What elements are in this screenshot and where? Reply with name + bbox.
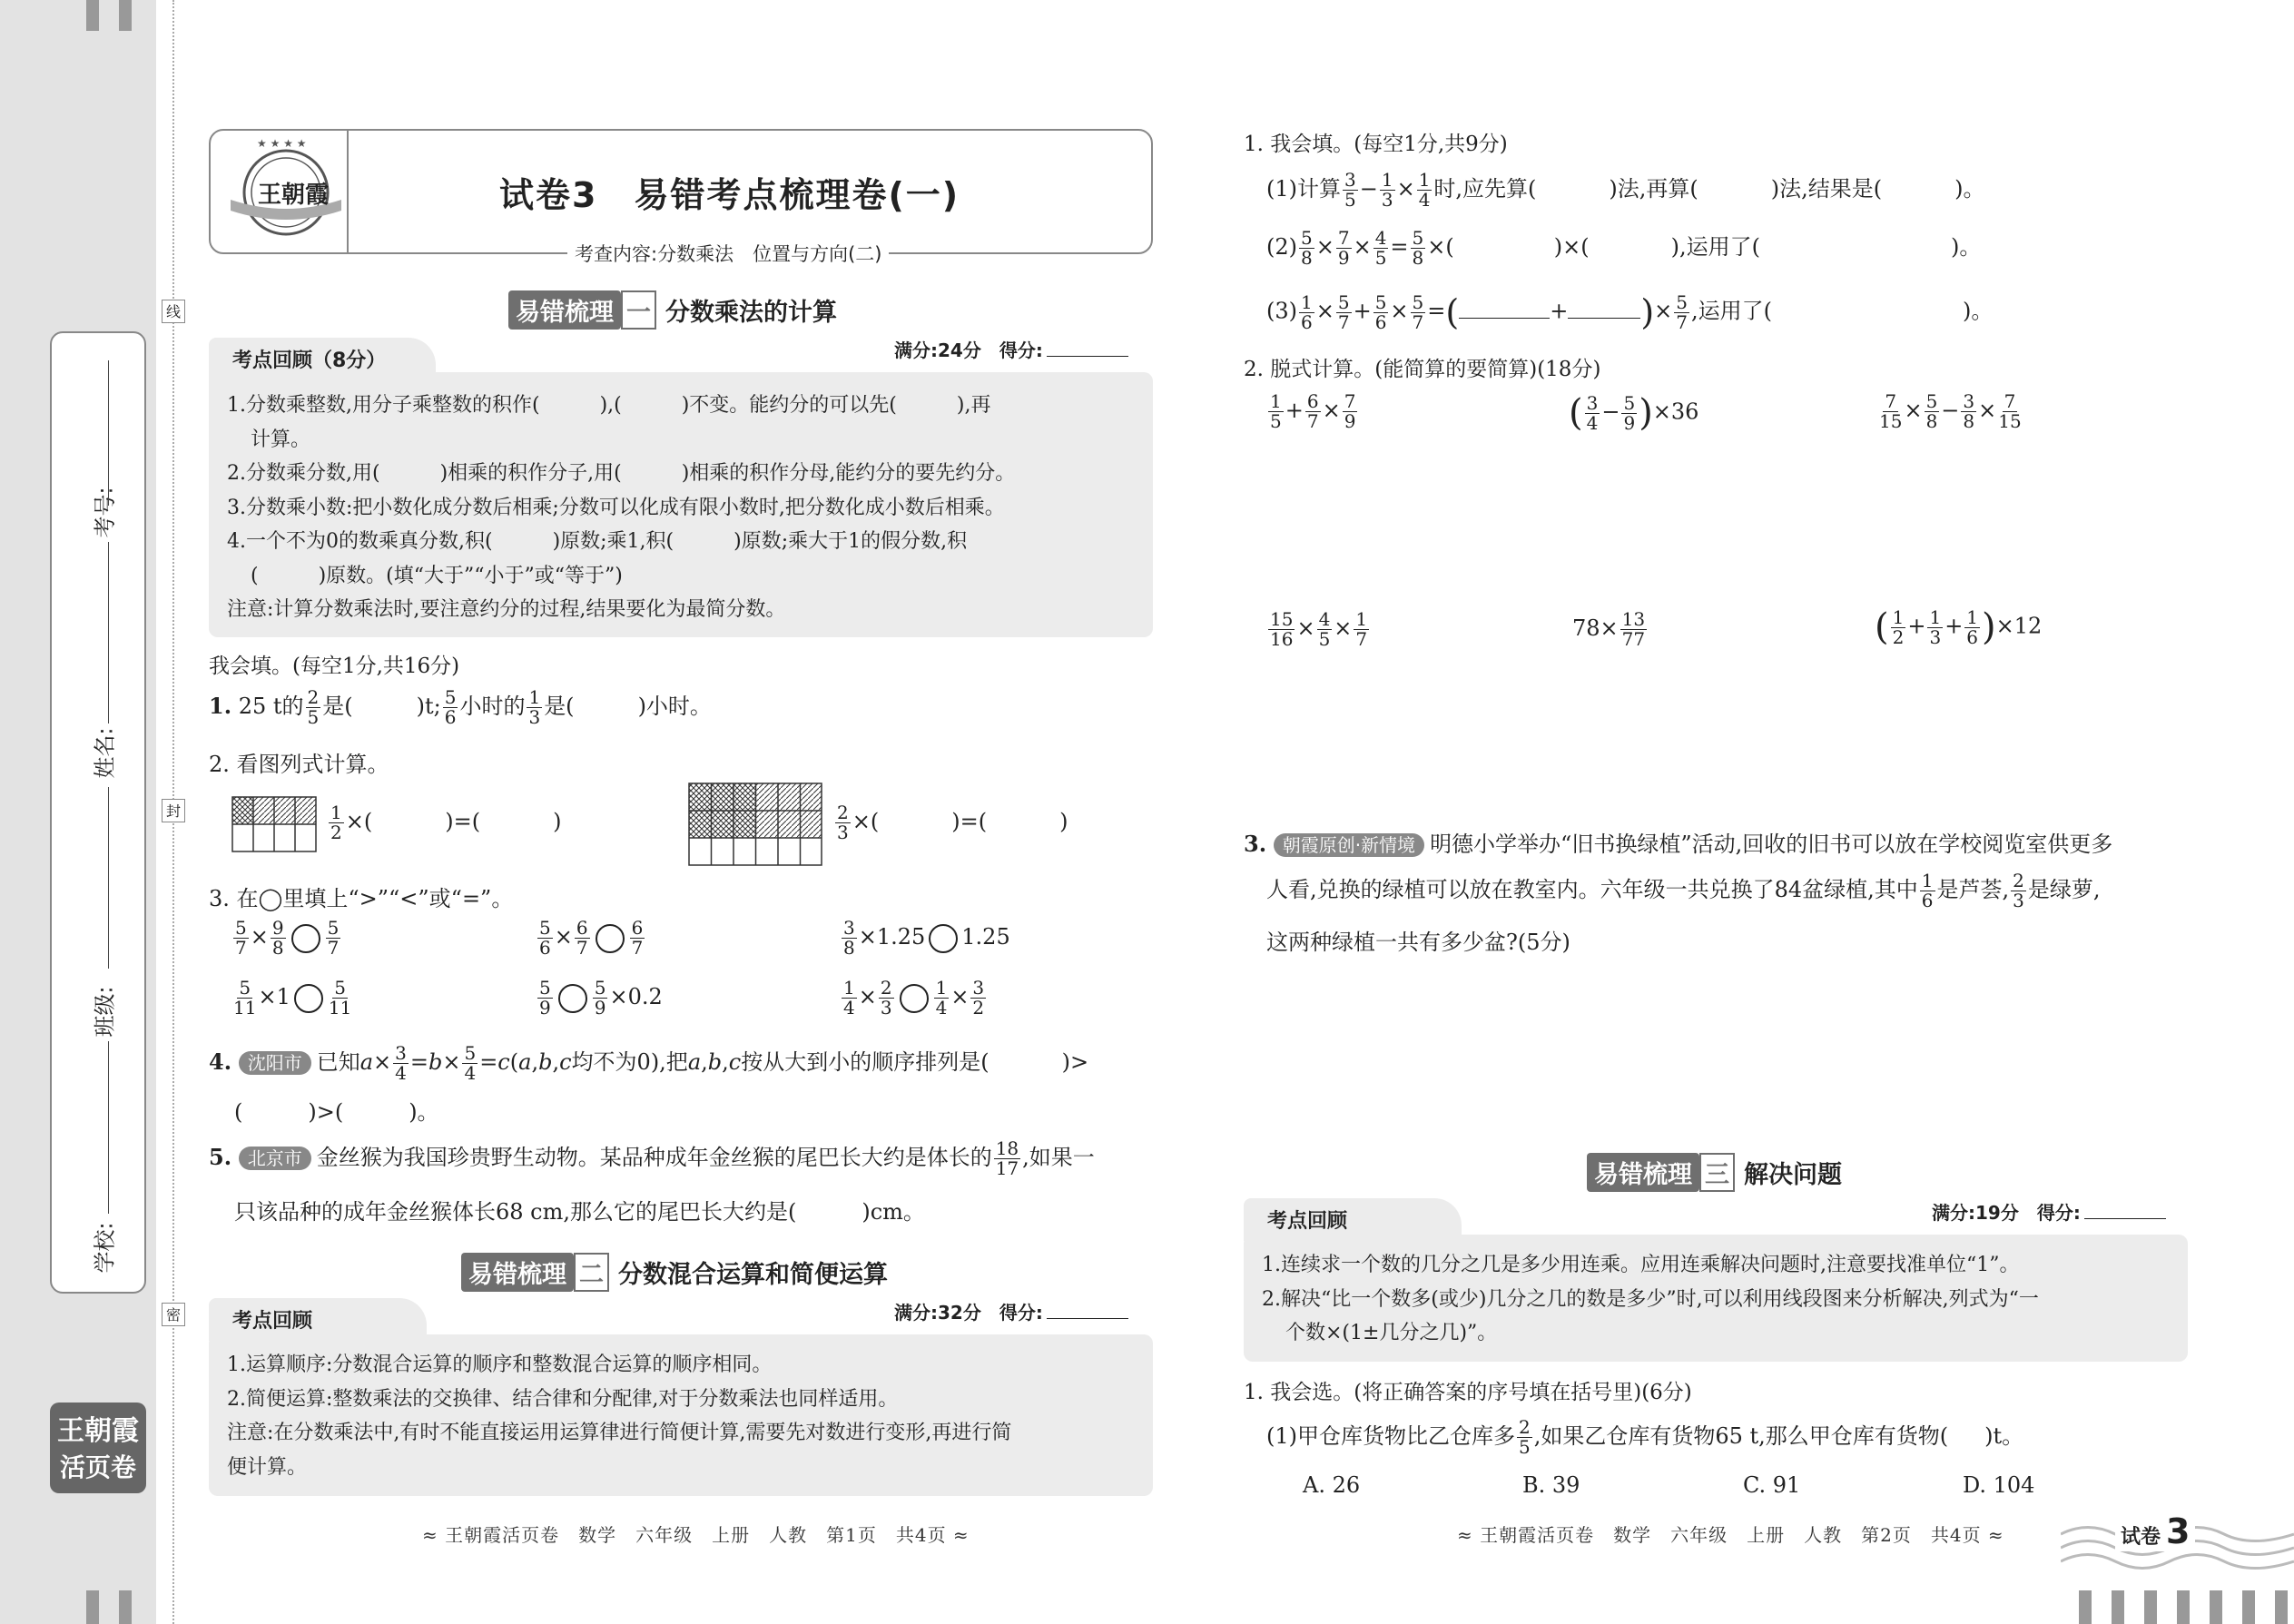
svg-text:★ ★ ★ ★: ★ ★ ★ ★ [257,137,307,150]
option-c[interactable]: C. 91 [1743,1472,1801,1498]
r-question-1-1: (1)计算 $\frac{3}{5}$ − $\frac{1}{3}$ × $\frac{1}{4}$ 时,应先算( )法,再算( )法,结果是( )。 [1266,169,1985,211]
question-4: 4. 沈阳市 已知a× $\frac{3}{4}$ =b× $\frac{5}{4}$ =c(a,b,c均不为0),把a,b,c按从大到小的顺序排列是( )> [209,1042,1089,1084]
option-a[interactable]: A. 26 [1303,1472,1361,1498]
page-subtitle: 考查内容:分数乘法 位置与方向(二) [567,240,889,267]
review-item: 2.解决“比一个数多(或少)几分之几的数是多少”时,可以利用线段图来分析解决,列式为“一 [1262,1287,2039,1311]
name-line[interactable] [108,542,109,723]
sec2-review-list [227,1348,1011,1484]
binding-mark-2: 封 [162,799,185,822]
logo-text: 王朝霞 [258,182,330,209]
question-5b: 只该品种的成年金丝猴体长68 cm,那么它的尾巴长大约是( )cm。 [234,1199,925,1225]
left-footer: ≈ 王朝霞活页卷 数学 六年级 上册 人教 第1页 共4页 ≈ [422,1524,970,1546]
r-question-3: 3. 朝霞原创·新情境 明德小学举办“旧书换绿植”活动,回收的旧书可以放在学校阅览室供更多 [1244,831,2113,857]
grid-figure-1 [231,796,317,858]
number-label: 考号: [92,487,118,538]
review-item: 2.分数乘分数,用( )相乘的积作分子,用( )相乘的积作分母,能约分的要先约分。 [227,462,1016,485]
review-item: 计算。 [251,428,311,451]
review-item: 1.运算顺序:分数混合运算的顺序和整数混合运算的顺序相同。 [227,1353,773,1376]
compare-6: $\frac{1}{4}$ × $\frac{2}{3}$ $\frac{1}{4}$ × $\frac{3}{2}$ [843,977,985,1019]
number-line[interactable] [108,360,109,506]
sec3-review-tab: 考点回顾 [1244,1198,1462,1241]
sec1-title: 分数乘法的计算 [665,299,837,327]
review-item: 4.一个不为0的数乘真分数,积( )原数;乘1,积( )原数;乘大于1的假分数,积 [227,530,968,553]
option-d[interactable]: D. 104 [1963,1472,2035,1498]
q4-city-tag: 沈阳市 [239,1051,311,1075]
binding-mark-1: 线 [162,300,185,323]
calc-4: $\frac{15}{16}$ × $\frac{4}{5}$ × $\frac{1}{7}$ [1270,608,1368,650]
compare-4: $\frac{5}{11}$ ×1 $\frac{5}{11}$ [233,977,352,1019]
question-4b: ( )>( )。 [234,1099,439,1125]
review-note: 注意:在分数乘法中,有时不能直接运用运算律进行简便计算,需要先对数进行变形,再进行简 [227,1422,1012,1444]
choose-question-1: (1)甲仓库货物比乙仓库多 $\frac{2}{5}$ ,如果乙仓库有货物65 t,那么甲仓库有货物( )t。 [1266,1416,2024,1458]
sec1-num: 一 [621,290,656,330]
sec3-score: 满分:19分 得分: [1932,1198,2166,1225]
grid-expr-2: $\frac{2}{3}$ ×( )=( ) [837,802,1068,843]
review-item: 3.分数乘小数:把小数化成分数后相乘;分数可以化成有限小数时,把分数化成小数后相乘。 [227,496,1005,519]
fill-title: 我会填。(每空1分,共16分) [209,655,460,678]
q5-city-tag: 北京市 [239,1147,311,1170]
grid-expr-1: $\frac{1}{2}$ ×( )=( ) [330,802,562,843]
r-question-1: 1. 我会填。(每空1分,共9分) [1244,133,1508,156]
review-note: 注意:计算分数乘法时,要注意约分的过程,结果要化为最简分数。 [227,598,786,621]
sec2-review-tab: 考点回顾 [209,1298,427,1341]
sec1-heading [508,290,837,330]
binding-mark-3: 密 [162,1303,185,1326]
sec2-title: 分数混合运算和简便运算 [618,1261,888,1289]
r-question-3b: 人看,兑换的绿植可以放在教室内。六年级一共兑换了84盆绿植,其中 $\frac{1}{6}$ 是芦荟, $\frac{2}{3}$ 是绿萝, [1266,870,2101,911]
calc-2: ( $\frac{3}{4}$ − $\frac{5}{9}$ )×36 [1569,391,1699,434]
class-label: 班级: [92,986,118,1038]
sec3-review-list [1262,1248,2039,1351]
logo-seal [227,136,345,245]
calc-5: 78× $\frac{13}{77}$ [1572,608,1646,650]
sec2-num: 二 [574,1253,609,1292]
tick-marks-right [2079,1590,2288,1624]
compare-2: $\frac{5}{6}$ × $\frac{6}{7}$ $\frac{6}{7}$ [539,917,644,959]
tick-marks-bottom [86,1590,143,1624]
compare-3: $\frac{3}{8}$ ×1.25 1.25 [843,917,1010,959]
r-question-2: 2. 脱式计算。(能简算的要简算)(18分) [1244,358,1601,381]
sec2-heading [461,1253,888,1292]
sec3-heading [1587,1153,1842,1192]
r-question-3c: 这两种绿植一共有多少盆?(5分) [1266,930,1570,955]
review-item: 1.分数乘整数,用分子乘整数的积作( ),( )不变。能约分的可以先( ),再 [227,394,991,417]
sec1-review-tab: 考点回顾（8分） [209,338,436,380]
brand-logo [50,1403,146,1493]
sec3-title: 解决问题 [1744,1161,1842,1189]
question-2: 2. 看图列式计算。 [209,752,389,777]
calc-3: $\frac{7}{15}$ × $\frac{5}{8}$ − $\frac{3}{8}$ × $\frac{7}{15}$ [1879,390,2022,432]
option-b[interactable]: B. 39 [1522,1472,1580,1498]
review-item: 个数×(1±几分之几)”。 [1285,1322,1498,1344]
compare-5: $\frac{5}{9}$ $\frac{5}{9}$ ×0.2 [539,977,663,1019]
sec3-num: 三 [1699,1153,1735,1192]
paper-label: 试卷 3 [2115,1511,2195,1551]
name-label: 姓名: [92,727,118,779]
review-item: 1.连续求一个数的几分之几是多少用连乘。应用连乘解决问题时,注意要找准单位“1”。 [1262,1254,2020,1276]
school-label: 学校: [92,1222,118,1274]
q3-tag: 朝霞原创·新情境 [1274,833,1424,857]
r-question-1-3: (3) $\frac{1}{6}$ × $\frac{5}{7}$ + $\frac{5}{6}$ × $\frac{5}{7}$ =( + )× $\frac{5}{7}$ ,运用了( )。 [1266,290,1994,333]
compare-1: $\frac{5}{7}$ × $\frac{9}{8}$ $\frac{5}{7}$ [235,917,340,959]
review-note: 便计算。 [227,1455,308,1479]
brand-line2: 活页卷 [59,1452,136,1482]
calc-1: $\frac{1}{5}$ + $\frac{6}{7}$ × $\frac{7}{9}$ [1270,390,1356,432]
question-5: 5. 北京市 金丝猴为我国珍贵野生动物。某品种成年金丝猴的尾巴长大约是体长的 $\frac{18}{17}$ ,如果一 [209,1137,1095,1179]
brand-line1: 王朝霞 [57,1415,139,1447]
header-divider [347,131,349,254]
choose-title: 1. 我会选。(将正确答案的序号填在括号里)(6分) [1244,1381,1692,1404]
sec1-tag: 易错梳理 [508,290,621,330]
review-item: ( )原数。(填“大于”“小于”或“等于”) [251,564,623,587]
calc-6: ( $\frac{1}{2}$ + $\frac{1}{3}$ + $\frac{1}{6}$ )×12 [1875,605,2043,648]
class-line[interactable] [108,787,109,969]
right-footer: ≈ 王朝霞活页卷 数学 六年级 上册 人教 第2页 共4页 ≈ [1457,1524,2004,1546]
page-title: 试卷3 易错考点梳理卷(一) [499,175,960,215]
sec1-score: 满分:24分 得分: [894,336,1128,362]
sec2-score: 满分:32分 得分: [894,1298,1128,1324]
student-info-box [50,331,146,1294]
sec3-tag: 易错梳理 [1587,1153,1699,1192]
review-item: 2.简便运算:整数乘法的交换律、结合律和分配律,对于分数乘法也同样适用。 [227,1387,899,1411]
r-question-1-2: (2) $\frac{5}{8}$ × $\frac{7}{9}$ × $\frac{4}{5}$ = $\frac{5}{8}$ ×( )×( ),运用了( )。 [1266,227,1982,269]
question-1: 1. 25 t的 $\frac{2}{5}$ 是( )t; $\frac{5}{6}$ 小时的 $\frac{1}{3}$ 是( )小时。 [209,686,712,728]
grid-figure-2 [688,782,822,871]
school-line[interactable] [108,1041,109,1214]
sec2-tag: 易错梳理 [461,1253,574,1292]
sec1-review-list [227,389,1015,627]
tick-marks-top [86,0,143,31]
question-3: 3. 在◯里填上“>”“<”或“=”。 [209,886,514,911]
